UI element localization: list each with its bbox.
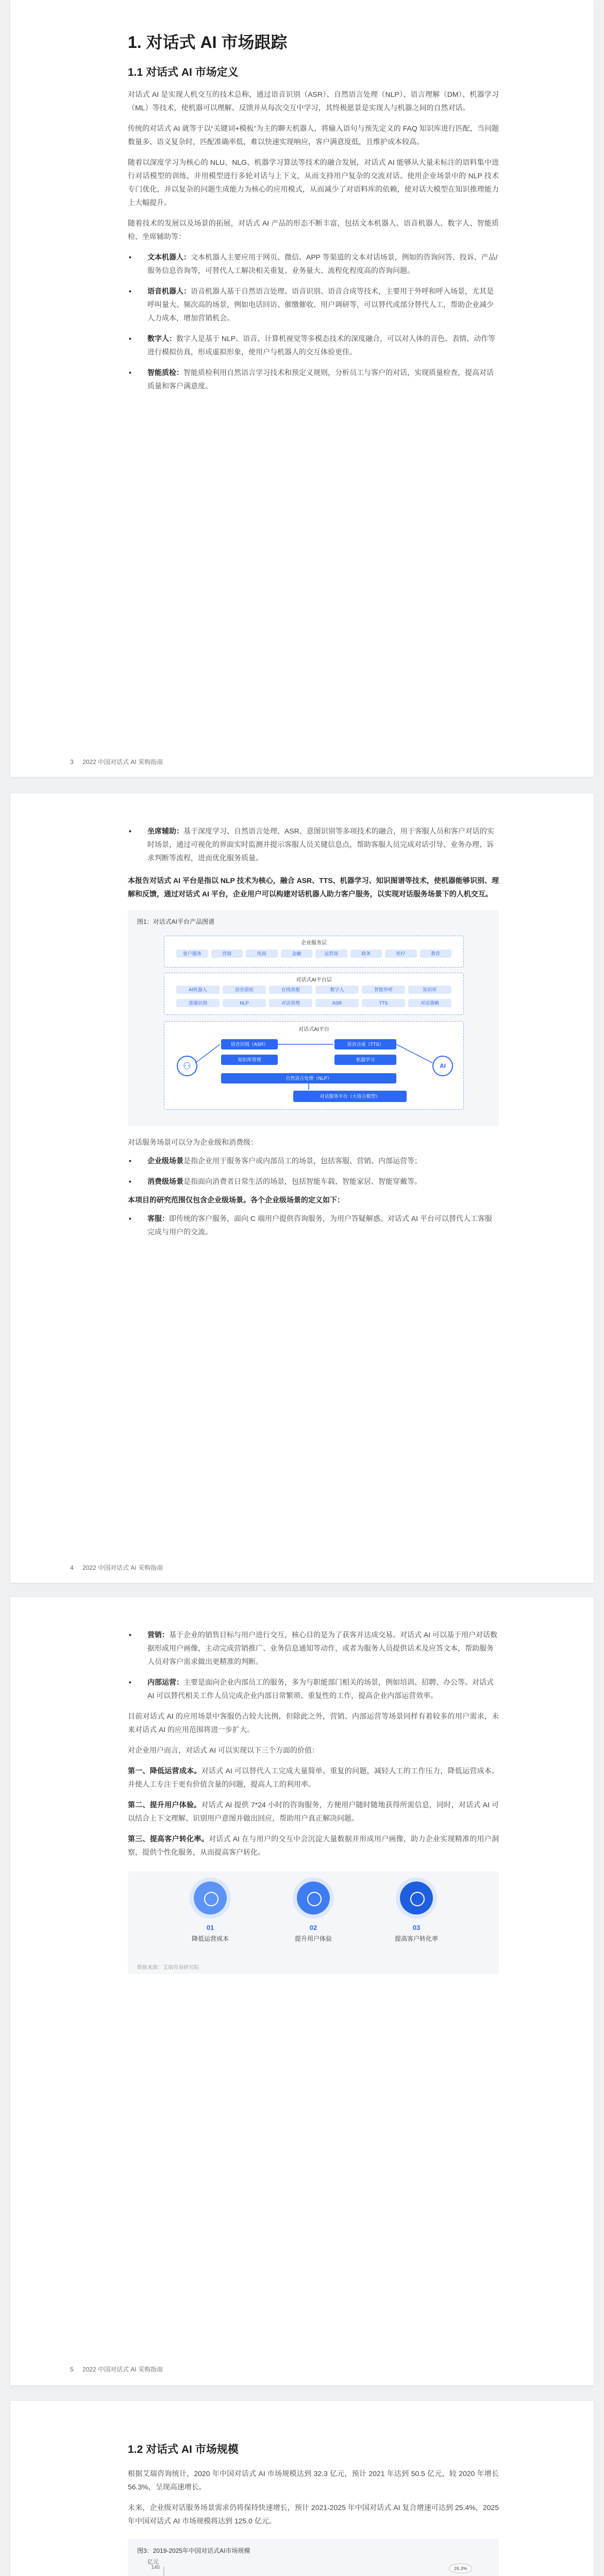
flow-node: 对话服务平台（大语言模型） bbox=[293, 1091, 407, 1102]
bullet-dot: • bbox=[129, 334, 131, 343]
card-label: 提升用户体验 bbox=[294, 1935, 332, 1942]
card-number: 01 bbox=[206, 1924, 214, 1931]
chart-title: 图3：2019-2025年中国对话式AI市场规模 bbox=[137, 2547, 250, 2554]
flow-arrows bbox=[164, 1022, 463, 1109]
list-item-text: 基于企业的销售目标与用户进行交互，核心目的是为了获客并达成交易。对话式 AI 可以基于用户对话数据形成用户画像，主动完成营销推广、业务信息通知等动作，或者为服务人员提供话术及应答文本，帮助服务人员对客户需求做出更精准的判断。 bbox=[147, 1631, 498, 1666]
list-item bbox=[128, 284, 499, 325]
paragraph: 对话服务场景可以分为企业级和消费级： bbox=[128, 1138, 258, 1146]
bullet-list bbox=[128, 1628, 499, 1702]
page-4 bbox=[10, 2401, 594, 2576]
list-item bbox=[128, 1675, 499, 1702]
page-1 bbox=[10, 0, 594, 777]
figure-pill: NLP bbox=[223, 999, 266, 1007]
list-item-text: 是指企业用于服务客户或内部员工的场景，包括客服、营销、内部运营等； bbox=[183, 1157, 422, 1165]
list-item-title: 语音机器人： bbox=[147, 287, 191, 295]
platform-layer: 对话式AI平台层 AI机器人 语音质检 在线客服 数字人 智能外呼 知识库 意图识别 NLP 对话管理 ASR TTS 对话策略 bbox=[164, 973, 464, 1015]
list-item-text: 数字人是基于 NLP、语音、计算机视觉等多模态技术的深度融合，可以对人体的音色、表情、动作等进行模拟仿真，形成虚拟形象，使用户与机器人的交互体验更佳。 bbox=[147, 334, 496, 356]
card-label: 提高客户转化率 bbox=[394, 1935, 438, 1942]
page-number: 5 bbox=[70, 2366, 74, 2373]
paragraph: 第一、降低运营成本。对话式 AI 可以替代人工完成大量简单、重复的问题，减轻人工的工作压力，降低运营成本。并使人工专注于更有价值含量的问题，提高人工的利用率。 bbox=[128, 1767, 499, 1788]
page-footer bbox=[70, 757, 163, 766]
footer-text: 2022 中国对话式 AI 采购指南 bbox=[82, 758, 163, 766]
page-footer bbox=[70, 1563, 163, 1572]
flow-node: 自然语言处理（NLP） bbox=[221, 1073, 396, 1083]
list-item-text: 主要是面向企业内部员工的服务，多为与职能部门相关的场景，例如培训、招聘、办公等。对话式 AI 可以替代相关工作人员完成企业内部日常繁琐、重复性的工作，提高企业内部运营效率。 bbox=[147, 1678, 494, 1700]
paragraph: 第二、提升用户体验。对话式 AI 提供 7*24 小时的咨询服务，方便用户随时随地获得所需信息，同时，对话式 AI 可以结合上下文理解、识别用户意图并做出回应，帮助用户真正解决问题。 bbox=[128, 1801, 499, 1822]
section-heading: 1.2 对话式 AI 市场规模 bbox=[128, 2444, 239, 2455]
page-title: 1. 对话式 AI 市场跟踪 bbox=[128, 33, 288, 52]
figure-pill: 数字人 bbox=[315, 986, 359, 994]
ai-icon: AI bbox=[432, 1056, 453, 1076]
card-icon bbox=[297, 1882, 330, 1914]
y-tick-label: 140 bbox=[151, 2565, 160, 2570]
list-item-title: 消费级场景 bbox=[147, 1177, 183, 1185]
list-item-title: 智能质检： bbox=[147, 368, 183, 377]
bullet-dot: • bbox=[129, 1631, 131, 1639]
footer-text: 2022 中国对话式 AI 采购指南 bbox=[82, 2366, 163, 2373]
figure-pill: 意图识别 bbox=[176, 999, 220, 1007]
figure-product-map bbox=[128, 910, 499, 1126]
page-3 bbox=[10, 1597, 594, 2385]
figure-pill: 政务 bbox=[350, 950, 382, 958]
bullet-list bbox=[128, 1154, 499, 1188]
figure-pill: 对话管理 bbox=[269, 999, 312, 1007]
paragraph: 随着技术的发展以及场景的拓展，对话式 AI 产品的形态不断丰富，包括文本机器人、语音机器人、数字人、智能质检、坐席辅助等： bbox=[128, 219, 499, 241]
list-item-title: 数字人： bbox=[147, 334, 176, 343]
list-item bbox=[128, 1154, 499, 1167]
list-item-text: 语音机器人基于自然语言处理、语音识别、语音合成等技术，主要用于外呼和呼入场景，尤其是呼叫量大、频次高的场景，例如电话回访、催缴催收、用户调研等，可以替代或部分替代人工，帮助企业减少人力成本，增加营销机会。 bbox=[147, 287, 494, 322]
figure-title: 图1：对话式AI平台产品图谱 bbox=[137, 918, 215, 925]
paragraph: 目前对话式 AI 的应用场景中客服仍占较大比例，但除此之外，营销、内部运营等场景同样有着较多的用户需求，未来对话式 AI 的应用范围将进一步扩大。 bbox=[128, 1712, 499, 1734]
footer-text: 2022 中国对话式 AI 采购指南 bbox=[82, 1564, 163, 1571]
figure-pill: 智能外呼 bbox=[362, 986, 405, 994]
figure-pill: 在线客服 bbox=[269, 986, 312, 994]
flow-node: 知识库管理 bbox=[221, 1055, 278, 1065]
paragraph: 本项目的研究范围仅包含企业级场景。各个企业级场景的定义如下： bbox=[128, 1196, 344, 1204]
figure-pill: TTS bbox=[362, 999, 405, 1007]
growth-label: 26.3% bbox=[454, 2566, 467, 2571]
list-item-text: 文本机器人主要应用于网页、微信、APP 等渠道的文本对话场景，例如的咨询问答、投诉、产品/服务信息咨询等，可替代人工解决相关重复、业务量大、流程化程度高的咨询问题。 bbox=[147, 253, 498, 275]
list-item-title: 营销： bbox=[147, 1631, 169, 1639]
enterprise-service-layer: 企业服务层 客户服务 营销 电商 金融 运营商 政务 医疗 教育 bbox=[164, 936, 464, 968]
flow-node: 语音识别（ASR） bbox=[221, 1039, 278, 1049]
paragraph: 对话式 AI 是实现人机交互的技术总称，通过语音识别（ASR）、自然语言处理（NLP）、语言理解（DM）、机器学习（ML）等技术，使机器可以理解、反馈并从每次交互中学习，其终极愿景是实现人与机器之间的自然对话。 bbox=[128, 90, 499, 112]
list-item bbox=[128, 366, 499, 393]
list-item-title: 文本机器人： bbox=[147, 253, 191, 261]
list-item bbox=[128, 1175, 499, 1188]
figure-pill: ASR bbox=[315, 999, 359, 1007]
card-icon bbox=[194, 1882, 227, 1914]
figure-pill: 金融 bbox=[281, 950, 313, 958]
paragraph: 未来，企业级对话服务场景需求仍将保持快速增长，预计 2021-2025 年中国对话式 AI 复合增速可达到 25.4%，2025 年中国对话式 AI 市场规模将达到 125.0 亿元。 bbox=[128, 2503, 499, 2525]
card-number: 03 bbox=[412, 1924, 421, 1931]
bullet-dot: • bbox=[129, 253, 131, 261]
figure-pill: 营销 bbox=[211, 950, 243, 958]
bullet-list bbox=[128, 250, 499, 393]
user-icon: ⚇ bbox=[177, 1056, 197, 1076]
figure-pill: 知识库 bbox=[408, 986, 451, 994]
card-number: 02 bbox=[309, 1924, 317, 1931]
paragraph: 传统的对话式 AI 就等于以“关键词+模板”为主的聊天机器人，将输入语句与预先定义的 FAQ 知识库进行匹配，当问题数量多、语义复杂时，匹配准确率低，难以快速实现响应，客户满意度低，且维护成本较高。 bbox=[128, 124, 499, 146]
list-item: • 客服：即传统的客户服务，面向 C 端用户提供咨询服务，为用户答疑解惑。对话式 AI 平台可以替代人工客服完成与用户的交流。 bbox=[129, 1214, 492, 1236]
page-number: 3 bbox=[70, 758, 74, 766]
bullet-dot: • bbox=[129, 1177, 131, 1185]
figure-pill: 客户服务 bbox=[176, 950, 208, 958]
list-item: • 坐席辅助：基于深度学习、自然语言处理、ASR、意图识别等多项技术的融合，用于客服人员和客户对话的实时场景，通过可视化的界面实时监测并提示客服人员关键信息点，帮助客服人员完成对话引导、业务办理、诉求判断等流程，进而优化服务质量。 bbox=[129, 827, 494, 862]
figure-value-cards bbox=[128, 1871, 499, 1974]
paragraph: 随着以深度学习为核心的 NLU、NLG、机器学习算法等技术的融合发展，对话式 AI 能够从大量未标注的语料集中进行对话模型的训练，并用模型进行多轮对话与上下文，从而支持用户复杂的交流对话。使用企业场景中的 NLP 技术专门优化，并以复杂的问题生成能力为核心的应用模式，从而减少了对语料库的依赖，使对话大模型在知识推理能力上大幅提升。 bbox=[128, 158, 499, 207]
paragraph: 第三、提高客户转化率。对话式 AI 在与用户的交互中会沉淀大量数据并形成用户画像，助力企业实现精准的用户洞察，提供个性化服务，从而提高客户转化。 bbox=[128, 1835, 499, 1856]
list-item bbox=[128, 250, 499, 277]
card-label: 降低运营成本 bbox=[191, 1935, 229, 1942]
figure-pill: 运营商 bbox=[315, 950, 347, 958]
section-heading: 1.1 对话式 AI 市场定义 bbox=[128, 66, 239, 78]
figure-market-size bbox=[128, 2539, 499, 2576]
list-item-title: 企业级场景 bbox=[147, 1157, 183, 1165]
page-2 bbox=[10, 793, 594, 1583]
figure-pill: 电商 bbox=[246, 950, 278, 958]
bullet-dot: • bbox=[129, 1157, 131, 1165]
list-item-text: 是指面向消费者日常生活的场景，包括智能车载、智能家居、智能穿戴等。 bbox=[183, 1177, 422, 1185]
figure-pill: AI机器人 bbox=[176, 986, 220, 994]
list-item bbox=[128, 332, 499, 359]
flow-diagram: 对话式AI平台 语音识别（ASR） 知识库管理 语音合成（TTS） 机器学习 自然语言处理（NLP） 对话服务平台（大语言模型） ⚇ AI bbox=[164, 1021, 464, 1110]
list-item-title: 内部运营： bbox=[147, 1678, 183, 1686]
bullet-dot: • bbox=[129, 1678, 131, 1686]
bullet-dot: • bbox=[129, 368, 131, 377]
figure-pill: 语音质检 bbox=[223, 986, 266, 994]
figure-pill: 教育 bbox=[420, 950, 452, 958]
list-item-text: 智能质检利用自然语言学习技术和预定义规则，分析员工与客户的对话，实现质量检查，提高对话质量和客户满意度。 bbox=[147, 368, 494, 390]
page-number: 4 bbox=[70, 1564, 74, 1571]
list-item bbox=[128, 1628, 499, 1668]
paragraph: 对企业用户而言，对话式 AI 可以实现以下三个方面的价值： bbox=[128, 1746, 320, 1754]
figure-pill: 对话策略 bbox=[408, 999, 451, 1007]
bullet-dot: • bbox=[129, 287, 131, 295]
figure-source: 数据来源：艾瑞咨询研究院 bbox=[137, 1965, 199, 1971]
flow-node: 语音合成（TTS） bbox=[334, 1039, 396, 1049]
y-axis-label: 亿元 bbox=[147, 2559, 159, 2565]
figure-pill: 医疗 bbox=[385, 950, 417, 958]
paragraph: 本报告对话式 AI 平台是指以 NLP 技术为核心，融合 ASR、TTS、机器学习、知识图谱等技术，使机器能够识别、理解和反馈，通过对话式 AI 平台，企业用户可以构建对话机器人助力客户服务，以实现对话服务场景下的人机交互。 bbox=[128, 876, 499, 898]
card-icon bbox=[400, 1882, 433, 1914]
page-footer bbox=[70, 2365, 163, 2374]
flow-node: 机器学习 bbox=[334, 1055, 396, 1065]
paragraph: 根据艾瑞咨询统计，2020 年中国对话式 AI 市场规模达到 32.3 亿元，预计 2021 年达到 50.5 亿元，较 2020 年增长 56.3%，呈现高速增长。 bbox=[128, 2469, 499, 2491]
bar-chart bbox=[128, 2556, 499, 2576]
